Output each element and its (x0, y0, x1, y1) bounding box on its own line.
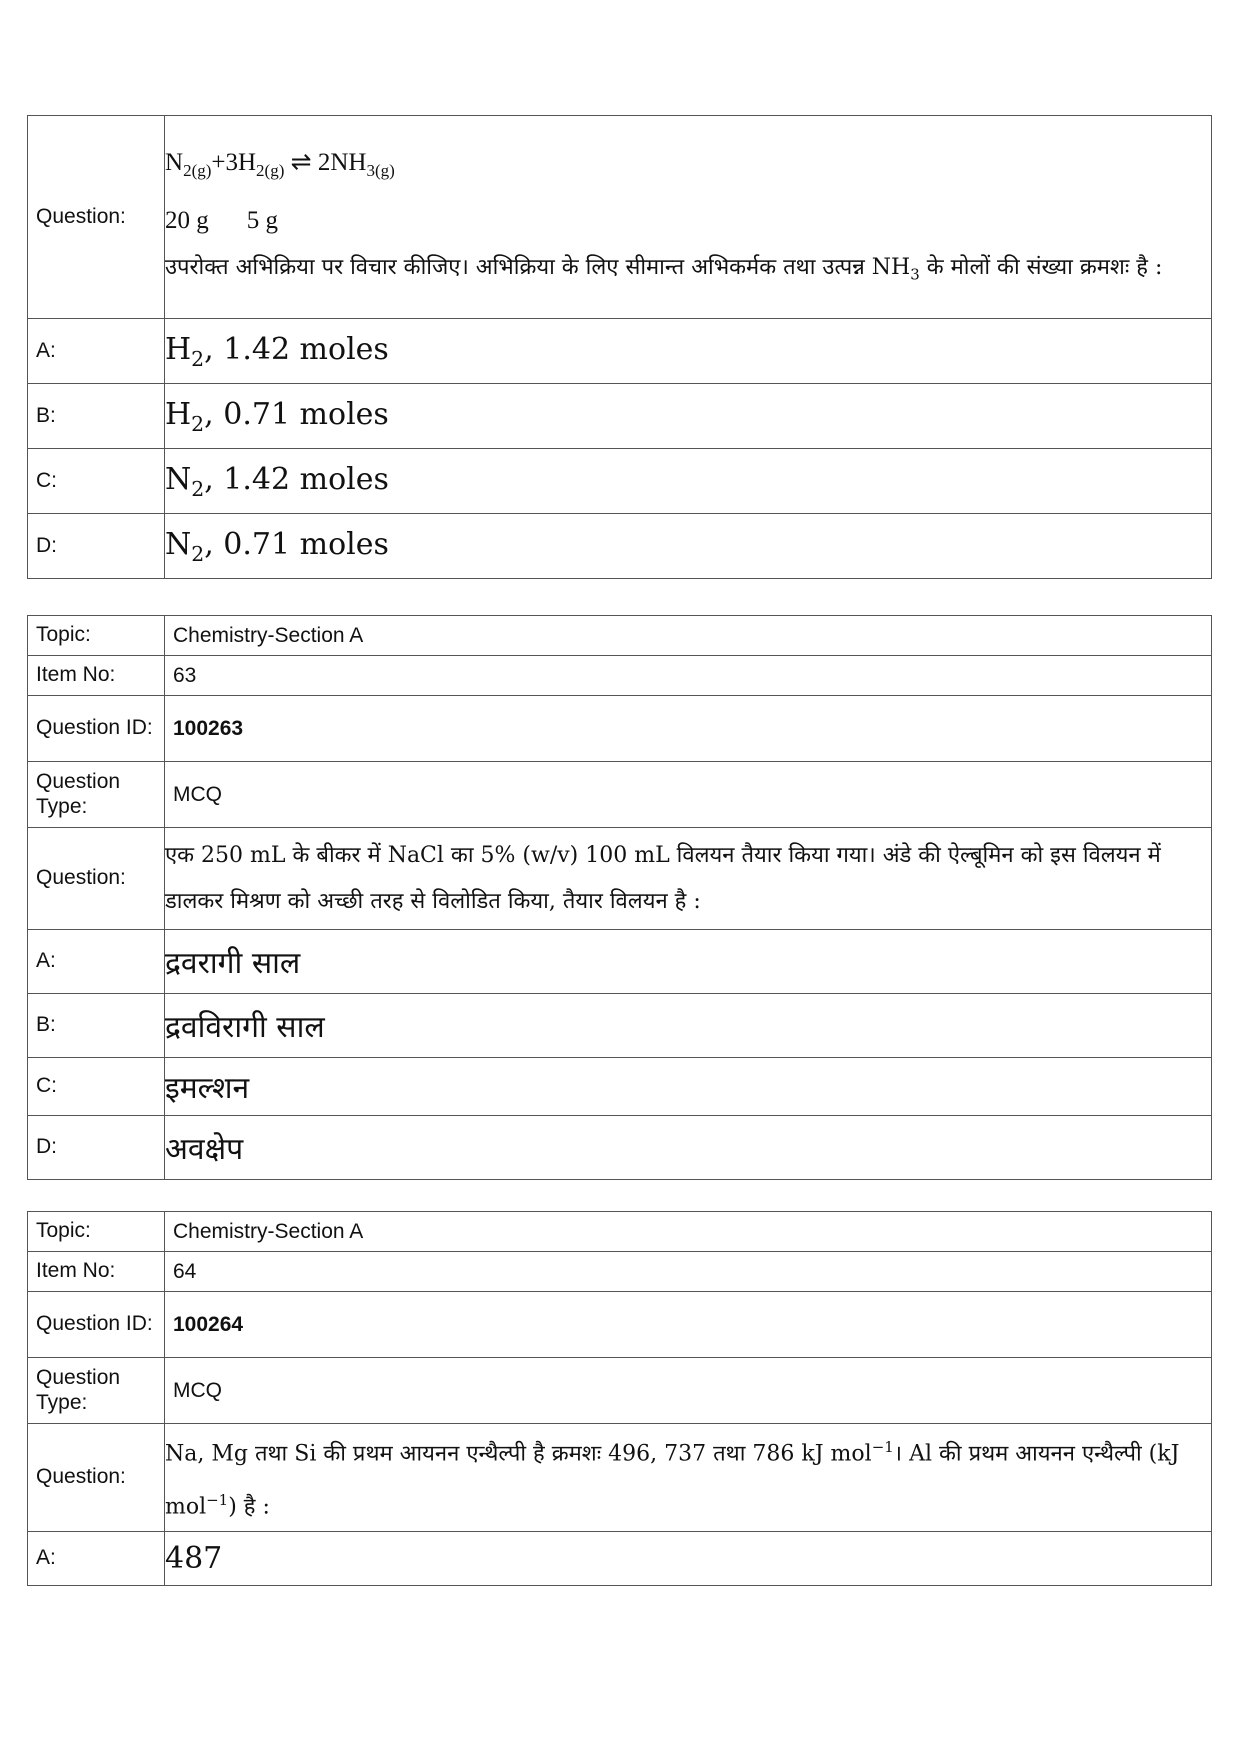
item-value: 64 (165, 1252, 1212, 1292)
option-label: A: (28, 1531, 165, 1585)
option-label: B: (28, 384, 165, 449)
option-label: D: (28, 1116, 165, 1180)
question-label: Question: (28, 1424, 165, 1532)
option-row-d (28, 514, 1212, 579)
question-sentence: उपरोक्त अभिक्रिया पर विचार कीजिए। अभिक्रिया के लिए सीमान्त अभिकर्मक तथा उत्पन्न $NH_3$ के मोलों की संख्या क्रमशः है : (165, 254, 1163, 284)
question-row (28, 1424, 1212, 1532)
option-text: 487 (165, 1531, 1212, 1585)
item-row (28, 656, 1212, 696)
question-label: Question: (28, 116, 165, 319)
question-type-label: Question Type: (28, 762, 165, 828)
topic-label: Topic: (28, 1212, 165, 1252)
item-row (28, 1252, 1212, 1292)
option-label: A: (28, 319, 165, 384)
option-label: C: (28, 449, 165, 514)
topic-value: Chemistry-Section A (165, 1212, 1212, 1252)
question-row (28, 116, 1212, 319)
option-label: A: (28, 930, 165, 994)
question-id-value: 100264 (165, 1292, 1212, 1358)
topic-row (28, 616, 1212, 656)
option-text: $H_2$, 1.42 moles (165, 319, 1212, 384)
option-row-a (28, 319, 1212, 384)
topic-label: Topic: (28, 616, 165, 656)
question-id-label: Question ID: (28, 1292, 165, 1358)
question-text (165, 116, 1212, 319)
option-label: C: (28, 1058, 165, 1116)
question-table-64 (27, 1211, 1212, 1586)
option-text: $H_2$, 0.71 moles (165, 384, 1212, 449)
question-text: Na, Mg तथा Si की प्रथम आयनन एन्थैल्पी है क्रमशः 496, 737 तथा 786 kJ mol$^{-1}$। Al की प्रथम आयनन एन्थैल्पी (kJ mol$^{-1}$) है : (165, 1424, 1212, 1532)
reactant-masses: 20 g 5 g (165, 206, 278, 234)
option-row-b (28, 994, 1212, 1058)
option-row-c (28, 1058, 1212, 1116)
option-text: इमल्शन (165, 1058, 1212, 1116)
question-label: Question: (28, 828, 165, 930)
option-text: द्रवरागी साल (165, 930, 1212, 994)
question-id-row (28, 1292, 1212, 1358)
question-id-row (28, 696, 1212, 762)
question-row (28, 828, 1212, 930)
question-table-62 (27, 115, 1212, 579)
option-row-c (28, 449, 1212, 514)
option-label: D: (28, 514, 165, 579)
question-text: एक 250 mL के बीकर में NaCl का 5% (w/v) 100 mL विलयन तैयार किया गया। अंडे की ऐल्बूमिन को इस विलयन में डालकर मिश्रण को अच्छी तरह से विलोडित किया, तैयार विलयन है : (165, 828, 1212, 930)
option-text: $N_2$, 0.71 moles (165, 514, 1212, 579)
question-id-label: Question ID: (28, 696, 165, 762)
item-label: Item No: (28, 656, 165, 696)
item-label: Item No: (28, 1252, 165, 1292)
reaction-equation: $N_{2(g)}+3H_{2(g)}$ ⇌ $2NH_{3(g)}$ (165, 148, 395, 180)
option-row-b (28, 384, 1212, 449)
question-type-value: MCQ (165, 1358, 1212, 1424)
question-id-value: 100263 (165, 696, 1212, 762)
option-row-a (28, 1531, 1212, 1585)
item-value: 63 (165, 656, 1212, 696)
question-type-row (28, 762, 1212, 828)
option-text: द्रवविरागी साल (165, 994, 1212, 1058)
topic-row (28, 1212, 1212, 1252)
question-type-row (28, 1358, 1212, 1424)
option-text: अवक्षेप (165, 1116, 1212, 1180)
option-row-a (28, 930, 1212, 994)
option-text: $N_2$, 1.42 moles (165, 449, 1212, 514)
option-label: B: (28, 994, 165, 1058)
question-type-value: MCQ (165, 762, 1212, 828)
option-row-d (28, 1116, 1212, 1180)
question-type-label: Question Type: (28, 1358, 165, 1424)
topic-value: Chemistry-Section A (165, 616, 1212, 656)
question-table-63 (27, 615, 1212, 1180)
